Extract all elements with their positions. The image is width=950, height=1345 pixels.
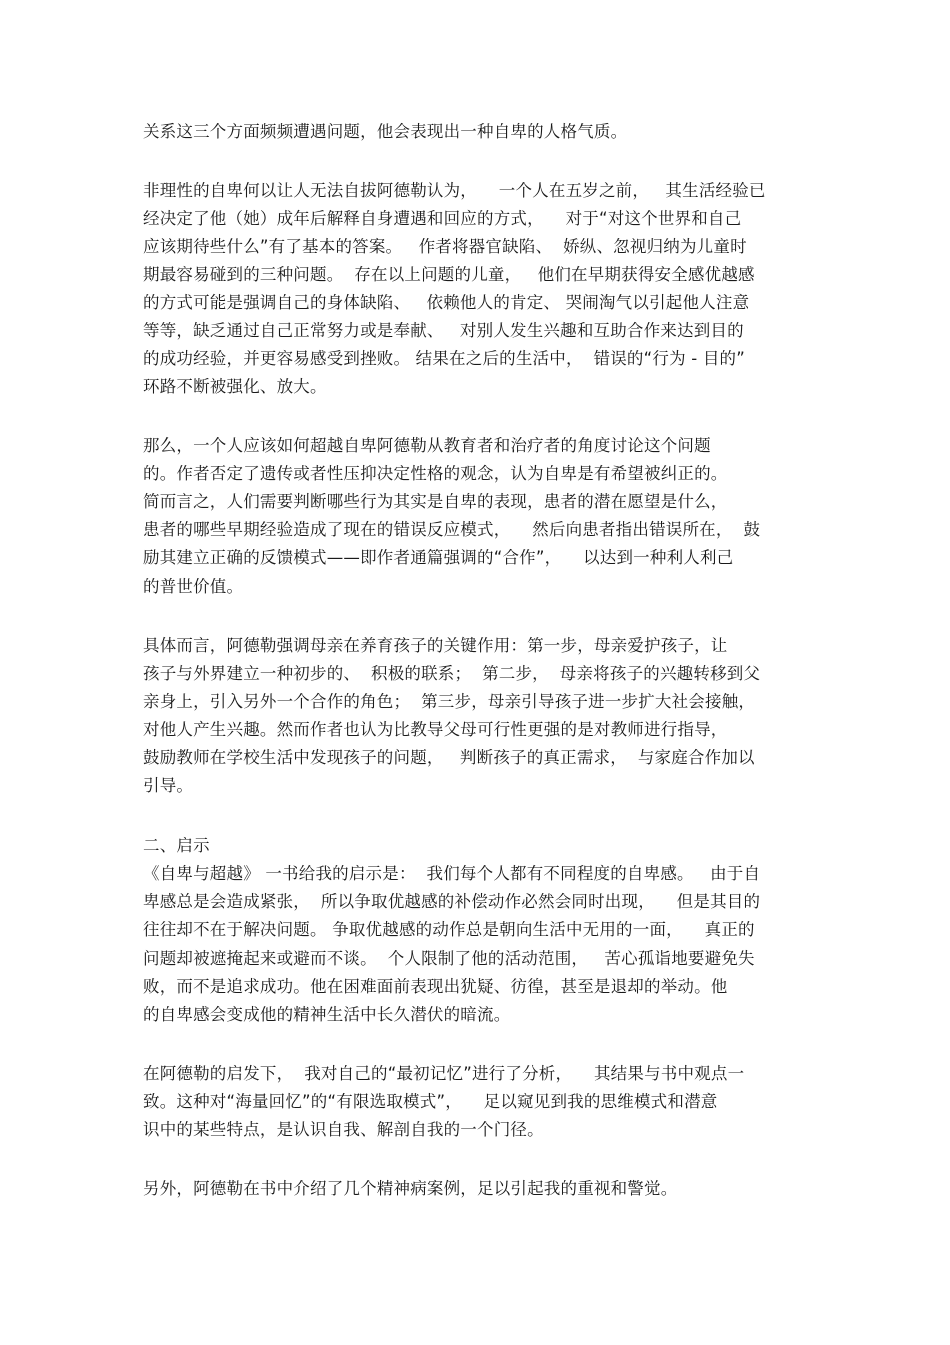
paragraph-line: 的成功经验，并更容易感受到挫败。 结果在之后的生活中， 错误的“行为 - 目的” <box>143 349 745 368</box>
paragraph-line: 经决定了他（她）成年后解释自身遭遇和回应的方式， 对于“对这个世界和自己 <box>143 209 742 228</box>
paragraph-line: 败，而不是追求成功。他在困难面前表现出犹疑、彷徨，甚至是退却的举动。他 <box>143 977 728 996</box>
paragraph-line: 励其建立正确的反馈模式——即作者通篇强调的“合作”， 以达到一种利人利己 <box>143 548 734 567</box>
paragraph-line: 应该期待些什么”有了基本的答案。 作者将器官缺陷、 娇纵、忽视归纳为儿童时 <box>143 237 747 256</box>
paragraph-line: 那么，一个人应该如何超越自卑阿德勒从教育者和治疗者的角度讨论这个问题 <box>143 436 711 455</box>
paragraph-line: 具体而言，阿德勒强调母亲在养育孩子的关键作用：第一步，母亲爱护孩子，让 <box>143 636 728 655</box>
paragraph-line: 简而言之，人们需要判断哪些行为其实是自卑的表现，患者的潜在愿望是什么， <box>143 492 728 511</box>
paragraph-line: 孩子与外界建立一种初步的、 积极的联系； 第二步， 母亲将孩子的兴趣转移到父 <box>143 664 761 683</box>
paragraph-line: 卑感总是会造成紧张， 所以争取优越感的补偿动作必然会同时出现， 但是其目的 <box>143 892 761 911</box>
paragraph-line: 《自卑与超越》 一书给我的启示是： 我们每个人都有不同程度的自卑感。 由于自 <box>143 864 761 883</box>
paragraph-line: 识中的某些特点，是认识自我、解剖自我的一个门径。 <box>143 1120 544 1139</box>
paragraph-line: 的普世价值。 <box>143 577 244 596</box>
paragraph-line: 的方式可能是强调自己的身体缺陷、 依赖他人的肯定、 哭闹淘气以引起他人注意 <box>143 293 750 312</box>
paragraph-line: 往往却不在于解决问题。 争取优越感的动作总是朝向生活中无用的一面， 真正的 <box>143 920 755 939</box>
paragraph-line: 患者的哪些早期经验造成了现在的错误反应模式， 然后向患者指出错误所在， 鼓 <box>143 520 761 539</box>
paragraph-line: 的。作者否定了遗传或者性压抑决定性格的观念，认为自卑是有希望被纠正的。 <box>143 464 728 483</box>
section-heading: 二、启示 <box>143 836 210 855</box>
paragraph-line: 亲身上，引入另外一个合作的角色； 第三步，母亲引导孩子进一步扩大社会接触， <box>143 692 756 711</box>
paragraph-line: 问题却被遮掩起来或避而不谈。 个人限制了他的活动范围， 苦心孤诣地要避免失 <box>143 949 755 968</box>
paragraph-line: 引导。 <box>143 776 194 795</box>
paragraph-line: 致。这种对“海量回忆”的“有限选取模式”， 足以窥见到我的思维模式和潜意 <box>143 1092 718 1111</box>
paragraph-line: 在阿德勒的启发下， 我对自己的“最初记忆”进行了分析， 其结果与书中观点一 <box>143 1064 745 1083</box>
paragraph-line: 环路不断被强化、放大。 <box>143 377 327 396</box>
paragraph-line: 的自卑感会变成他的精神生活中长久潜伏的暗流。 <box>143 1005 511 1024</box>
paragraph-line: 期最容易碰到的三种问题。 存在以上问题的儿童， 他们在早期获得安全感优越感 <box>143 265 755 284</box>
paragraph-line: 等等，缺乏通过自己正常努力或是奉献、 对别人发生兴趣和互助合作来达到目的 <box>143 321 744 340</box>
paragraph-line: 关系这三个方面频频遭遇问题，他会表现出一种自卑的人格气质。 <box>143 122 628 141</box>
paragraph-line: 另外，阿德勒在书中介绍了几个精神病案例，足以引起我的重视和警觉。 <box>143 1179 678 1198</box>
paragraph-line: 非理性的自卑何以让人无法自拔阿德勒认为， 一个人在五岁之前， 其生活经验已 <box>143 181 766 200</box>
paragraph-line: 对他人产生兴趣。然而作者也认为比教导父母可行性更强的是对教师进行指导， <box>143 720 728 739</box>
paragraph-line: 鼓励教师在学校生活中发现孩子的问题， 判断孩子的真正需求， 与家庭合作加以 <box>143 748 755 767</box>
